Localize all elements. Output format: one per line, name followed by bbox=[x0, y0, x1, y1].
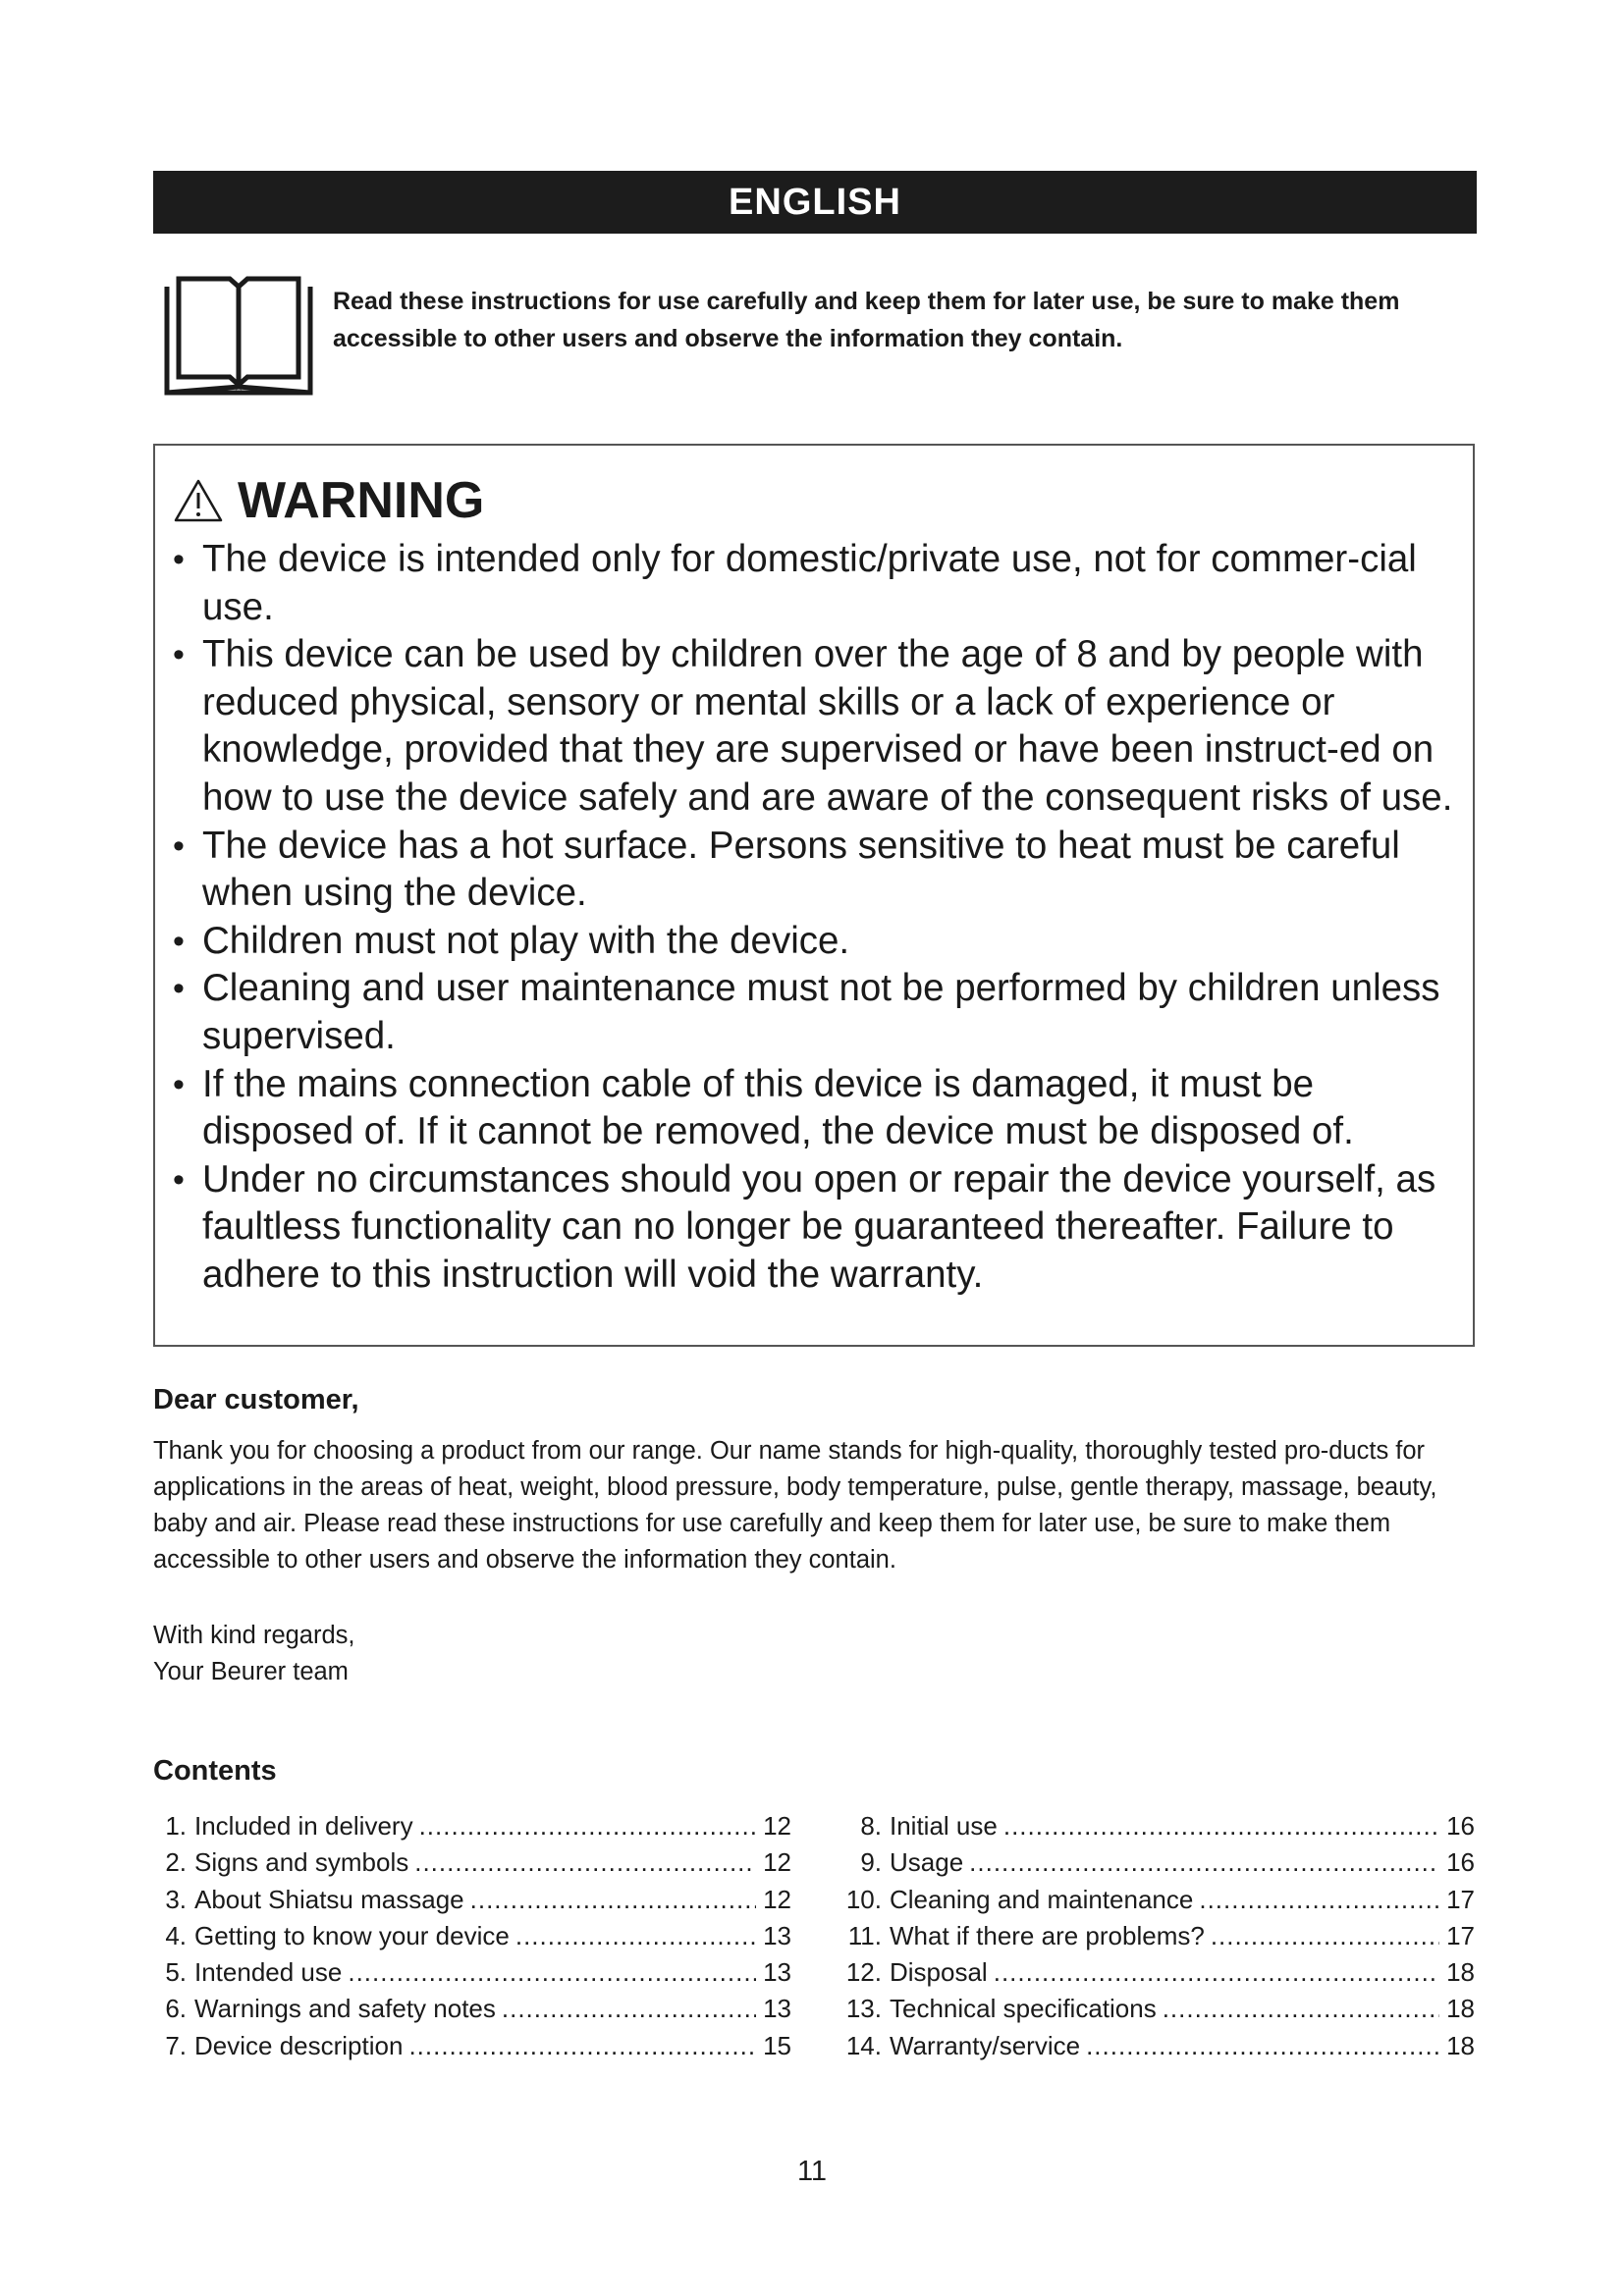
greeting: Dear customer, bbox=[153, 1384, 359, 1415]
toc-entry[interactable]: 7. Device description ..... 15 bbox=[153, 2028, 791, 2064]
warning-item: • This device can be used by children over the age of 8 and by people with reduced physical, sensory or mental skills or a lack of experience or knowledge, provided that they are supervised or have been instruct-ed on how to use the device safely and are aware of the consequent risks of use. bbox=[173, 633, 1453, 819]
warning-title: WARNING bbox=[238, 472, 485, 529]
toc-entry[interactable]: 13. Technical specifications ..... 18 bbox=[837, 1991, 1475, 2027]
warning-item: • Cleaning and user maintenance must not be performed by children unless supervised. bbox=[173, 967, 1440, 1057]
regards-line: With kind regards, bbox=[153, 1622, 355, 1649]
toc-left-column bbox=[153, 1808, 791, 2064]
book-icon bbox=[161, 273, 316, 399]
toc-entry[interactable]: 6. Warnings and safety notes ..... 13 bbox=[153, 1991, 791, 2027]
toc-entry[interactable]: 8. Initial use ..... 16 bbox=[837, 1808, 1475, 1844]
contents-title: Contents bbox=[153, 1755, 277, 1787]
warning-item: • The device is intended only for domestic/private use, not for commer-cial use. bbox=[173, 538, 1417, 628]
language-heading: ENGLISH bbox=[153, 171, 1477, 234]
toc-entry[interactable]: 4. Getting to know your device ..... 13 bbox=[153, 1918, 791, 1954]
toc-entry[interactable]: 9. Usage ..... 16 bbox=[837, 1844, 1475, 1881]
toc-entry[interactable]: 14. Warranty/service ..... 18 bbox=[837, 2028, 1475, 2064]
toc-entry[interactable]: 1. Included in delivery ..... 12 bbox=[153, 1808, 791, 1844]
warning-item: • The device has a hot surface. Persons sensitive to heat must be careful when using the device. bbox=[173, 824, 1400, 915]
warning-item: • Children must not play with the device. bbox=[173, 919, 850, 962]
read-instructions-note: Read these instructions for use carefully and keep them for later use, be sure to make them accessible to other users and observe the information they contain. bbox=[333, 288, 1400, 352]
toc-entry[interactable]: 2. Signs and symbols ..... 12 bbox=[153, 1844, 791, 1881]
warning-item: • Under no circumstances should you open or repair the device yourself, as faultless functionality can no longer be guaranteed thereafter. Failure to adhere to this instruction will void the warranty. bbox=[173, 1157, 1436, 1296]
toc-entry[interactable]: 12. Disposal ..... 18 bbox=[837, 1954, 1475, 1991]
warning-header bbox=[173, 469, 484, 532]
toc-entry[interactable]: 11. What if there are problems? ..... 17 bbox=[837, 1918, 1475, 1954]
warning-triangle-icon bbox=[173, 478, 224, 523]
sign-off bbox=[153, 1618, 355, 1690]
toc-entry[interactable]: 3. About Shiatsu massage ..... 12 bbox=[153, 1882, 791, 1918]
intro-paragraph: Thank you for choosing a product from our range. Our name stands for high-quality, thoroughly tested pro-ducts for applications in the areas of heat, weight, blood pressure, body temperature, pulse, gentle therapy, massage, beauty, baby and air. Please read these instructions for use carefully and keep them for later use, be sure to make them accessible to other users and observe the information they contain. bbox=[153, 1437, 1437, 1574]
team-line: Your Beurer team bbox=[153, 1658, 349, 1685]
warning-item: • If the mains connection cable of this device is damaged, it must be disposed of. If it cannot be removed, the device must be disposed of. bbox=[173, 1062, 1354, 1153]
warning-list bbox=[169, 536, 1463, 1300]
toc-entry[interactable]: 5. Intended use ..... 13 bbox=[153, 1954, 791, 1991]
toc-entry[interactable]: 10. Cleaning and maintenance ..... 17 bbox=[837, 1882, 1475, 1918]
warning-box bbox=[153, 444, 1475, 1347]
toc-right-column bbox=[837, 1808, 1475, 2064]
page-number: 11 bbox=[796, 2156, 828, 2187]
